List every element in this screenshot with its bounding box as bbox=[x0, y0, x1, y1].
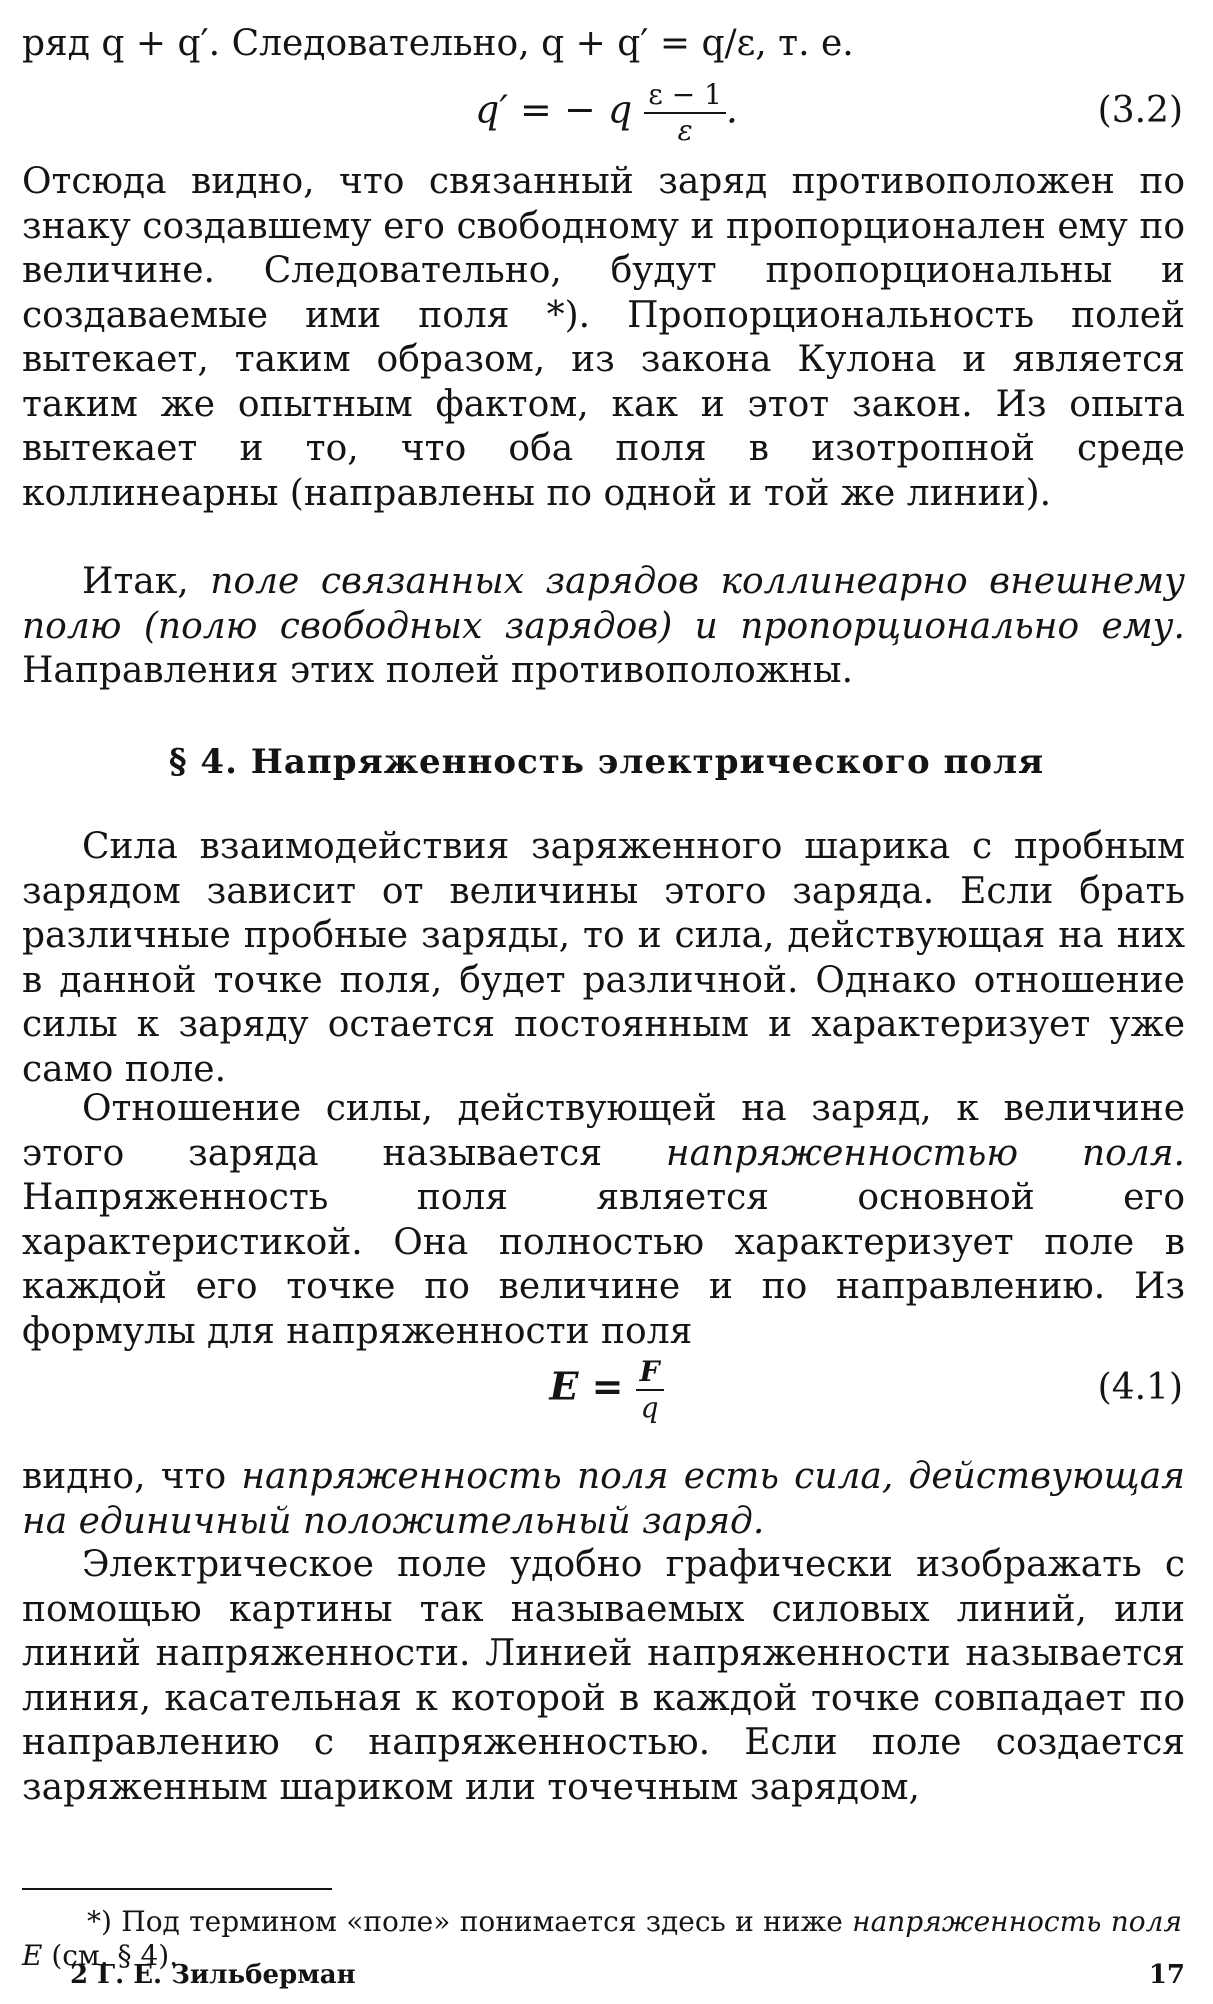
para4-start: Отношение силы, действующей на заряд, к величине этого заряда называется bbox=[22, 1088, 1185, 1174]
para4-text bbox=[22, 1087, 1185, 1354]
eq41-numerator: F bbox=[636, 1355, 664, 1391]
paragraph-5 bbox=[22, 1455, 1185, 1544]
equation-3-2 bbox=[0, 78, 1213, 148]
para2-italic: поле связанных зарядов коллинеарно внешнему полю (полю свободных зарядов) и пропорционально ему. bbox=[22, 561, 1185, 647]
paragraph-6 bbox=[22, 1543, 1185, 1810]
para4-end: Напряженность поля является основной его характеристикой. Она полностью характеризует поле в каждой его точке по величине и по направлению. Из формулы для напряженности поля bbox=[22, 1177, 1185, 1352]
para2-text bbox=[22, 560, 1185, 694]
para4-italic: напряженностью поля. bbox=[665, 1132, 1185, 1174]
para5-start: видно, что bbox=[22, 1456, 242, 1497]
paragraph-2 bbox=[22, 560, 1185, 694]
para5-italic: напряженность поля есть сила, действующая на единичный положительный заряд. bbox=[22, 1456, 1185, 1542]
para3-text: Сила взаимодействия заряженного шарика с пробным зарядом зависит от величины этого заряда. Если брать различные пробные заряды, то и сила, действующая на них в данной точке поля, будет различной. Однако отношение силы к заряду остается постоянным и характеризует уже само поле. bbox=[22, 826, 1185, 1090]
eq32-number: (3.2) bbox=[1097, 90, 1183, 131]
eq41-lhs: E = bbox=[549, 1363, 624, 1409]
para6-text: Электрическое поле удобно графически изображать с помощью картины так называемых силовых линий, или линий напряженности. Линией напряженности называется линия, касательная к которой в каждой точке совпадает по направлению с напряженностью. Если поле создается заряженным шариком или точечным зарядом, bbox=[22, 1544, 1185, 1808]
para2-start: Итак, bbox=[82, 561, 211, 602]
footnote-italic: напряженность поля E bbox=[22, 1905, 1182, 1972]
eq41-fraction bbox=[636, 1355, 664, 1425]
eq32-fraction bbox=[644, 78, 726, 148]
footnote-divider bbox=[22, 1888, 332, 1890]
paragraph-3 bbox=[22, 825, 1185, 1092]
para2-end: Направления этих полей противоположны. bbox=[22, 650, 854, 691]
eq32-denominator: ε bbox=[677, 114, 693, 147]
equation-4-1 bbox=[0, 1355, 1213, 1425]
footnote-start: *) Под термином «поле» понимается здесь и ниже bbox=[87, 1905, 853, 1938]
line-1: ряд q + q′. Следовательно, q + q′ = q/ε, т. е. bbox=[22, 23, 854, 64]
text-line-continuation bbox=[22, 22, 1185, 67]
signature-mark: 2 Г. Е. Зильберман bbox=[70, 1960, 356, 1990]
eq32-numerator: ε − 1 bbox=[644, 78, 726, 114]
eq41-denominator: q bbox=[640, 1391, 659, 1424]
eq32-lhs: q′ = − q bbox=[475, 87, 633, 132]
eq41-number: (4.1) bbox=[1097, 1367, 1183, 1408]
page-number: 17 bbox=[1148, 1960, 1185, 1990]
section-heading: § 4. Напряженность электрического поля bbox=[168, 742, 1045, 782]
paragraph-1 bbox=[22, 160, 1185, 516]
para5-text bbox=[22, 1455, 1185, 1544]
para1-text: Отсюда видно, что связанный заряд противоположен по знаку создавшему его свободному и пропорционален ему по величине. Следовательно, будут пропорциональны и создаваемые ими поля *). Пропорциональность полей вытекает, таким образом, из закона Кулона и является таким же опытным фактом, как и этот закон. Из опыта вытекает и то, что оба поля в изотропной среде коллинеарны (направлены по одной и той же линии). bbox=[22, 161, 1185, 514]
footnote-end: (см. § 4). bbox=[42, 1939, 179, 1972]
eq32-tail: . bbox=[725, 87, 738, 132]
paragraph-4 bbox=[22, 1087, 1185, 1354]
